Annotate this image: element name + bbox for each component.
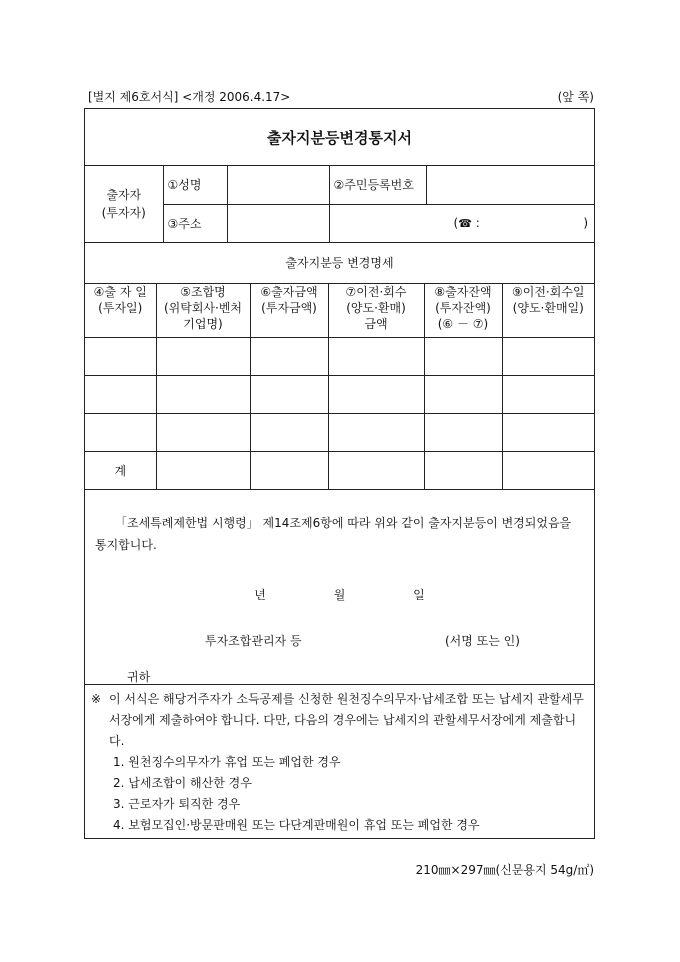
page-side: (앞 쪽) [557, 90, 594, 104]
statement-section [85, 490, 594, 685]
total-label: 계 [85, 452, 156, 490]
col-transfer-amount: ⑦이전·회수 (양도·환매) 금액 [328, 284, 424, 338]
cell-association[interactable] [156, 414, 250, 452]
details-table [85, 284, 594, 491]
note-mark: ※ [91, 692, 102, 706]
investor-table [85, 166, 594, 243]
investor-label: 출자자 (투자자) [85, 166, 163, 242]
phone-cell[interactable] [329, 204, 594, 242]
total-balance[interactable] [424, 452, 502, 490]
details-title: 출자지분등 변경명세 [85, 243, 594, 284]
cell-amount[interactable] [250, 414, 328, 452]
cell-date[interactable] [85, 338, 156, 376]
cell-association[interactable] [156, 338, 250, 376]
sign-note: (서명 또는 인) [445, 634, 520, 648]
form-number: [별지 제6호서식] <개정 2006.4.17> [88, 90, 291, 104]
day-label: 일 [413, 588, 425, 602]
form-frame [84, 108, 595, 839]
col-amount: ⑥출자금액 (투자금액) [250, 284, 328, 338]
address-label: ③주소 [163, 204, 227, 242]
col-transfer-date: ⑨이전·회수일 (양도·환매일) [502, 284, 594, 338]
phone-colon: : [475, 216, 480, 230]
cell-date[interactable] [85, 414, 156, 452]
name-label: ①성명 [163, 166, 227, 204]
cell-transfer-date[interactable] [502, 414, 594, 452]
paper-spec: 210㎜×297㎜(신문용지 54g/㎡) [415, 863, 594, 877]
table-row [85, 376, 594, 414]
note-list [91, 752, 588, 836]
list-item: 2. 납세조합이 해산한 경우 [113, 776, 252, 790]
cell-date[interactable] [85, 376, 156, 414]
rrn-label: ②주민등록번호 [329, 166, 426, 204]
cell-balance[interactable] [424, 414, 502, 452]
total-transfer-date[interactable] [502, 452, 594, 490]
cell-amount[interactable] [250, 338, 328, 376]
col-association: ⑤조합명 (위탁회사·벤처 기업명) [156, 284, 250, 338]
month-label: 월 [333, 588, 346, 602]
signer-label: 투자조합관리자 등 [205, 634, 302, 648]
address-field[interactable] [227, 204, 329, 242]
name-field[interactable] [227, 166, 329, 204]
cell-transfer-amount[interactable] [328, 414, 424, 452]
cell-transfer-date[interactable] [502, 338, 594, 376]
cell-balance[interactable] [424, 338, 502, 376]
cell-amount[interactable] [250, 376, 328, 414]
col-balance: ⑧출자잔액 (투자잔액) (⑥ － ⑦) [424, 284, 502, 338]
note-lead: 이 서식은 해당거주자가 소득공제를 신청한 원천징수의무자·납세조합 또는 납세지 관할세무서장에게 제출하여야 합니다. 다만, 다음의 경우에는 납세지의 관할세무서장에게 제출합니다. [109, 692, 584, 748]
date-line [85, 584, 594, 606]
cell-association[interactable] [156, 376, 250, 414]
phone-open-paren: ( [453, 216, 459, 230]
phone-close-paren: ) [583, 216, 588, 230]
cell-balance[interactable] [424, 376, 502, 414]
rrn-field[interactable] [426, 166, 594, 204]
addressee: 귀하 [127, 670, 151, 684]
cell-transfer-amount[interactable] [328, 376, 424, 414]
cell-transfer-amount[interactable] [328, 338, 424, 376]
cell-transfer-date[interactable] [502, 376, 594, 414]
year-label: 년 [254, 588, 266, 602]
list-item: 3. 근로자가 퇴직한 경우 [113, 797, 241, 811]
statement-text: 「조세특례제한법 시행령」 제14조제6항에 따라 위와 같이 출자지분등이 변경되었음을 통지합니다. [95, 516, 572, 552]
total-transfer-amount[interactable] [328, 452, 424, 490]
list-item: 1. 원천징수의무자가 휴업 또는 폐업한 경우 [113, 755, 341, 769]
total-association[interactable] [156, 452, 250, 490]
total-amount[interactable] [250, 452, 328, 490]
notes-section [85, 685, 594, 838]
col-date: ④출 자 일 (투자일) [85, 284, 156, 338]
phone-icon: ☎ [458, 217, 472, 230]
table-row [85, 338, 594, 376]
list-item: 4. 보험모집인·방문판매원 또는 다단계판매원이 휴업 또는 폐업한 경우 [113, 818, 480, 832]
table-row [85, 414, 594, 452]
total-row [85, 452, 594, 490]
form-title: 출자지분등변경통지서 [85, 109, 594, 166]
